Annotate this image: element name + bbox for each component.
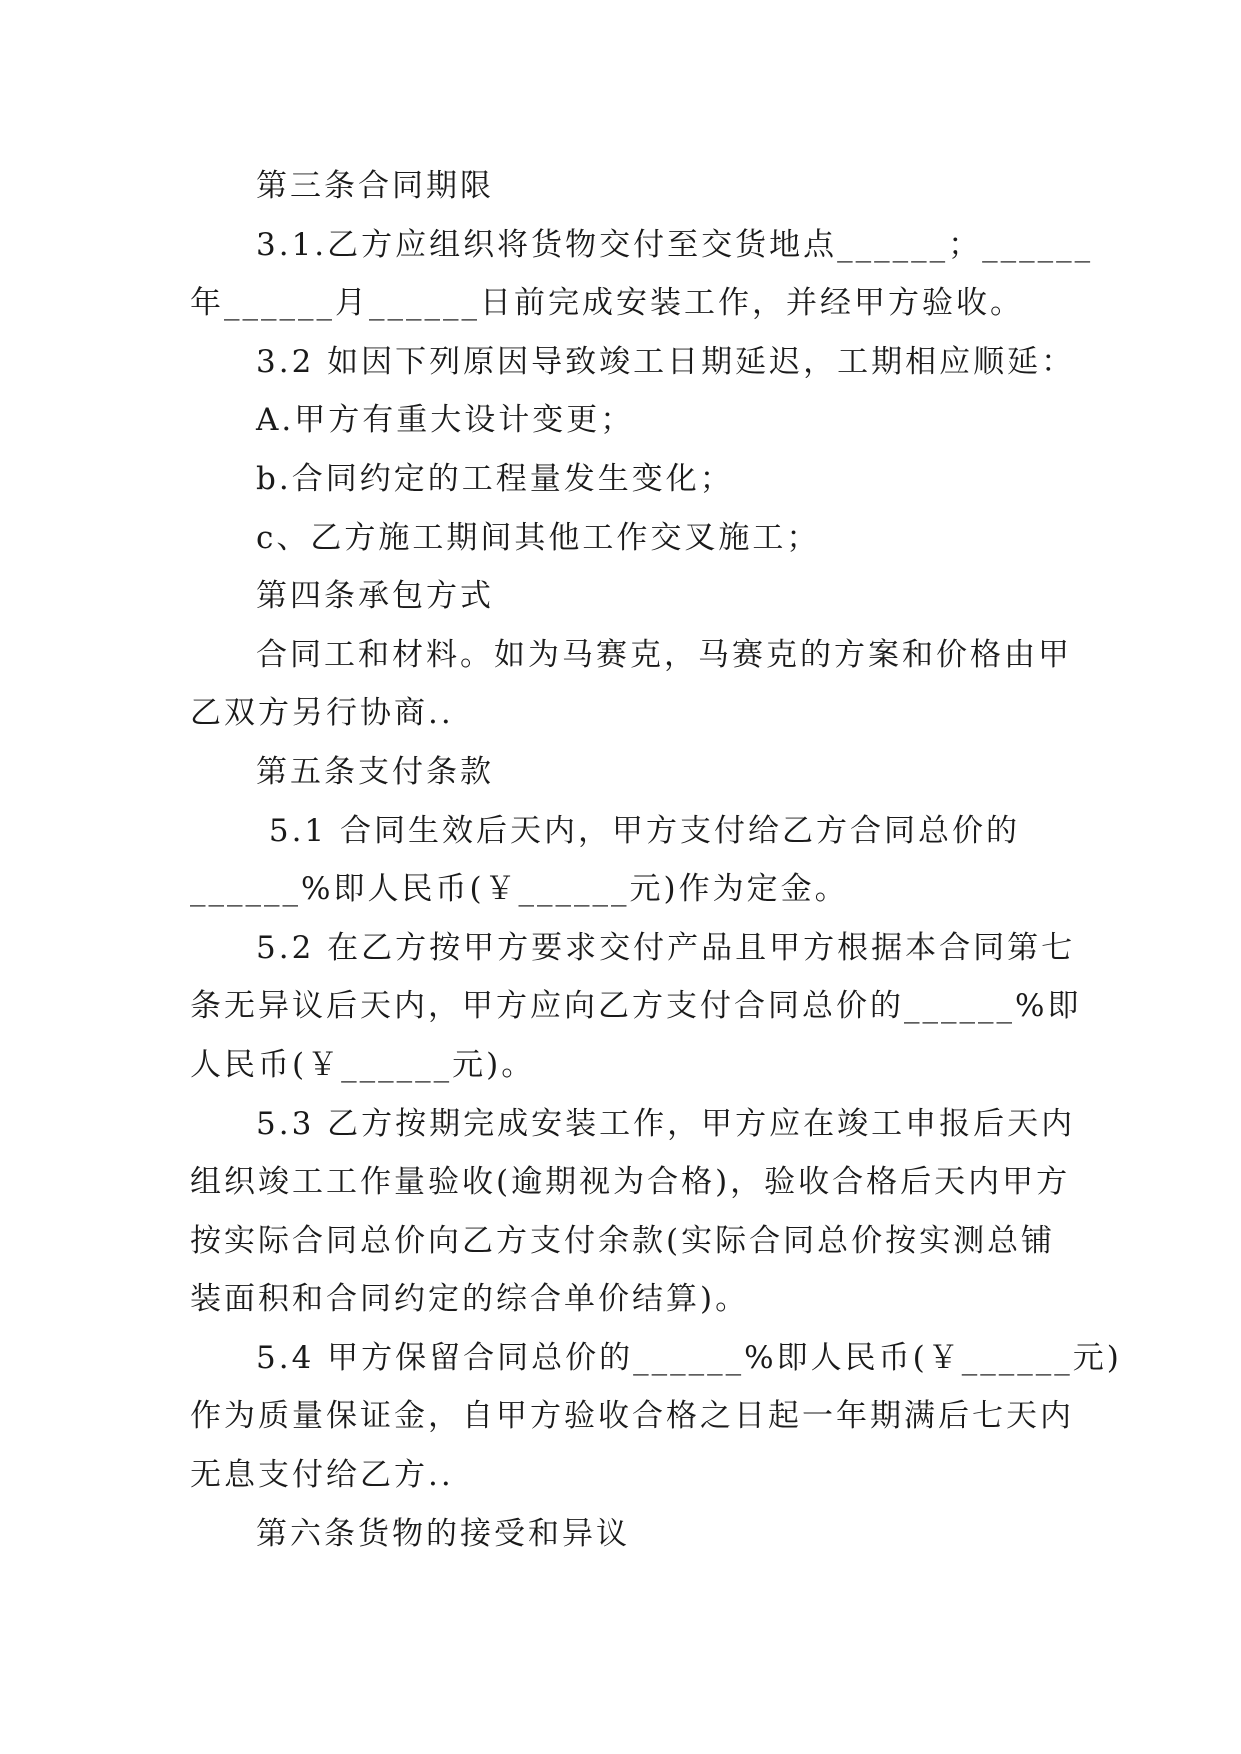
clause-5-2-line-1: 5.2 在乙方按甲方要求交付产品且甲方根据本合同第七 (256, 929, 1076, 966)
clause-5-4-line-3: 无息支付给乙方.. (190, 1457, 454, 1494)
clause-5-3-line-2: 组织竣工工作量验收(逾期视为合格)，验收合格后天内甲方 (190, 1164, 1071, 1201)
article-6-heading: 第六条货物的接受和异议 (256, 1515, 630, 1552)
clause-3-1-line-1: 3.1.乙方应组织将货物交付至交货地点______；______ (256, 226, 1094, 263)
clause-3-2: 3.2 如因下列原因导致竣工日期延迟，工期相应顺延： (256, 343, 1076, 380)
clause-5-1-line-1: 5.1 合同生效后天内，甲方支付给乙方合同总价的 (256, 812, 1021, 849)
article-4-text-line-1: 合同工和材料。如为马赛克，马赛克的方案和价格由甲 (256, 636, 1072, 673)
article-4-text-line-2: 乙双方另行协商.. (190, 695, 454, 732)
clause-3-2-item-b: b.合同约定的工程量发生变化； (256, 460, 734, 497)
clause-5-4-line-1: 5.4 甲方保留合同总价的______%即人民币(￥______元) (256, 1339, 1122, 1376)
clause-3-1-line-2: 年______月______日前完成安装工作，并经甲方验收。 (190, 285, 1024, 322)
clause-5-2-line-3: 人民币(￥______元)。 (190, 1046, 536, 1083)
clause-5-1-line-2: ______%即人民币(￥______元)作为定金。 (190, 871, 849, 908)
clause-5-2-line-2: 条无异议后天内，甲方应向乙方支付合同总价的______%即 (190, 988, 1082, 1025)
clause-5-3-line-1: 5.3 乙方按期完成安装工作，甲方应在竣工申报后天内 (256, 1105, 1076, 1142)
clause-5-3-line-3: 按实际合同总价向乙方支付余款(实际合同总价按实测总铺 (190, 1222, 1056, 1259)
article-4-heading: 第四条承包方式 (256, 578, 494, 615)
clause-3-2-item-c: c、乙方施工期间其他工作交叉施工； (256, 519, 821, 556)
clause-5-3-line-4: 装面积和合同约定的综合单价结算)。 (190, 1281, 750, 1318)
clause-5-4-line-2: 作为质量保证金，自甲方验收合格之日起一年期满后七天内 (190, 1398, 1074, 1435)
article-3-heading: 第三条合同期限 (256, 168, 494, 204)
document-body (190, 157, 1122, 1563)
article-5-heading: 第五条支付条款 (256, 753, 494, 790)
clause-3-2-item-a: A.甲方有重大设计变更； (256, 402, 635, 439)
